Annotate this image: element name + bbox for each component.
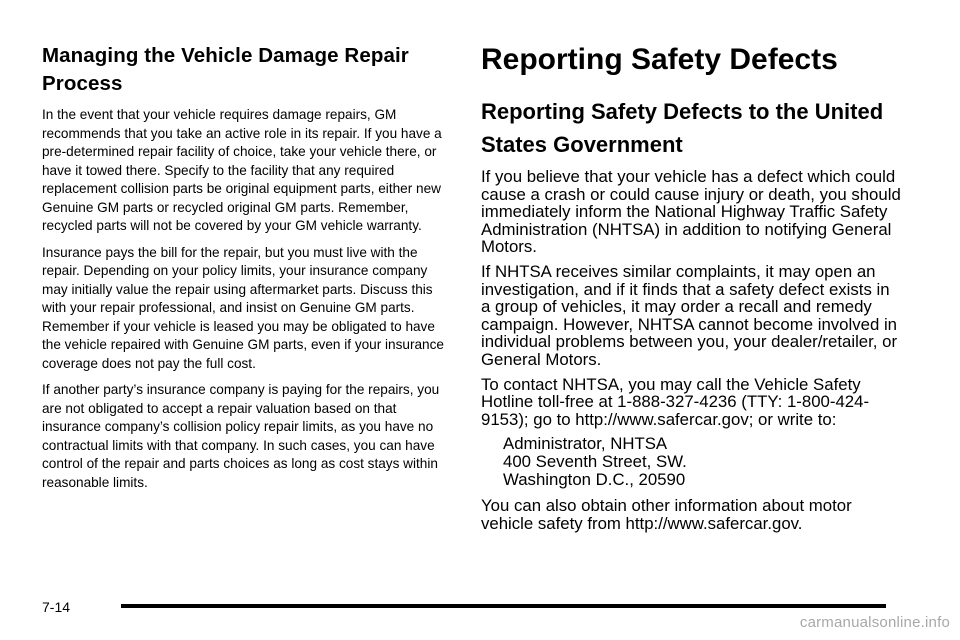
footer-divider xyxy=(121,604,886,608)
paragraph-damage-repair-3: If another party’s insurance company is paying for the repairs, you are not obligated to accept a repair valuation based on that insurance company’s collision policy repair limits, as you have no contractual limits with that company. In such cases, you can have control of the repair and parts choices as long as cost stays within reasonable limits. xyxy=(42,382,440,490)
address-line-2: 400 Seventh Street, SW. xyxy=(503,451,687,471)
right-column xyxy=(481,40,901,539)
nhtsa-address xyxy=(503,435,901,488)
paragraph-damage-repair-2: Insurance pays the bill for the repair, but you must live with the repair. Depending on your policy limits, your insurance company may initially value the repair using aftermarket parts. Discuss this with your repair professional, and insist on Genuine GM parts. Remember if your vehicle is leased you may be obligated to have the vehicle repaired with Genuine GM parts, even if your insurance coverage does not pay the full cost. xyxy=(42,244,444,371)
address-line-3: Washington D.C., 20590 xyxy=(503,469,686,489)
address-line-1: Administrator, NHTSA xyxy=(503,434,668,454)
paragraph-damage-repair-1: In the event that your vehicle requires damage repairs, GM recommends that you take an active role in its repair. If you have a pre-determined repair facility of choice, take your vehicle there, or have it towed there. Specify to the facility that any required replacement collision parts be original equipment parts, either new Genuine GM parts or recycled original GM parts. Remember, recycled parts will not be covered by your GM vehicle warranty. xyxy=(42,107,442,233)
paragraph-safety-1: If you believe that your vehicle has a defect which could cause a crash or could cause injury or death, you should immediately inform the National Highway Traffic Safety Administration (NHTSA) in addition to notifying General Motors. xyxy=(481,167,901,257)
paragraph-safety-closing: You can also obtain other information about motor vehicle safety from http://www.safercar.gov. xyxy=(481,496,852,533)
paragraph-safety-3: To contact NHTSA, you may call the Vehicle Safety Hotline toll-free at 1-888-327-4236 (TTY: 1-800-424-9153); go to http://www.safercar.gov; or write to: xyxy=(481,374,870,429)
subheading-report-government: Reporting Safety Defects to the United States Government xyxy=(481,99,884,157)
watermark: carmanualsonline.info xyxy=(799,614,950,631)
left-column xyxy=(42,42,452,500)
section-heading-damage-repair: Managing the Vehicle Damage Repair Process xyxy=(42,44,409,95)
page-title: Reporting Safety Defects xyxy=(481,43,838,76)
paragraph-safety-2: If NHTSA receives similar complaints, it may open an investigation, and if it finds that a safety defect exists in a group of vehicles, it may order a recall and remedy campaign. However, NHTSA cannot become involved in individual problems between you, your dealer/retailer, or General Motors. xyxy=(481,261,898,369)
page-number: 7-14 xyxy=(42,599,71,615)
